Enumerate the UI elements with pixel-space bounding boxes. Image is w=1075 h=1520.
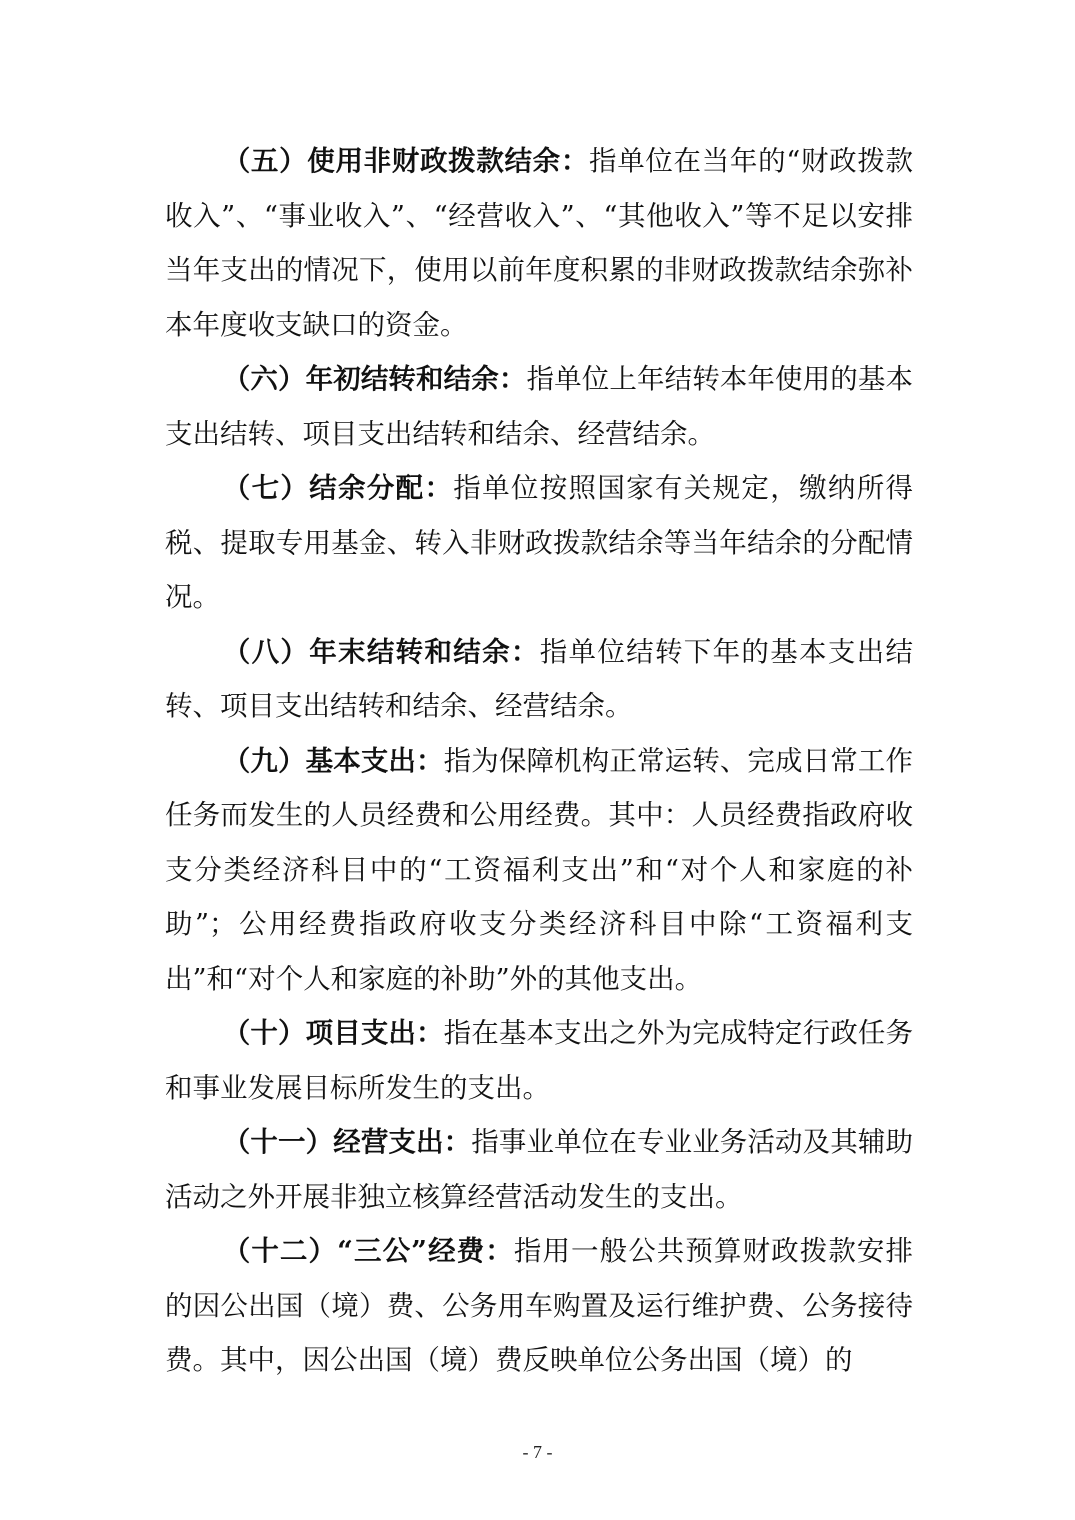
document-body [165, 134, 913, 1388]
paragraph-heading: （七）结余分配： [222, 472, 454, 504]
paragraph-11 [165, 1115, 913, 1224]
paragraph-text: 指单位上年结转本年使用的基本支出结转、项目支出结转和结余、经营结余。 [165, 363, 914, 450]
paragraph-5 [165, 134, 913, 352]
paragraph-8 [165, 625, 913, 734]
paragraph-text: 指单位按照国家有关规定，缴纳所得税、提取专用基金、转入非财政拨款结余等当年结余的分配情况。 [165, 472, 914, 613]
paragraph-heading: （十）项目支出： [222, 1017, 444, 1049]
paragraph-text: 指在基本支出之外为完成特定行政任务和事业发展目标所发生的支出。 [165, 1017, 914, 1104]
paragraph-heading: （九）基本支出： [222, 744, 444, 777]
paragraph-7 [165, 461, 913, 625]
paragraph-9 [165, 734, 913, 1007]
paragraph-10 [165, 1006, 913, 1115]
paragraph-text: 指单位结转下年的基本支出结转、项目支出结转和结余、经营结余。 [165, 635, 914, 722]
paragraph-heading: （八）年末结转和结余： [222, 635, 540, 668]
page-number: - 7 - [522, 1442, 553, 1462]
paragraph-heading: （五）使用非财政拨款结余： [222, 145, 590, 177]
paragraph-12 [165, 1224, 913, 1388]
paragraph-text: 指为保障机构正常运转、完成日常工作任务而发生的人员经费和公用经费。其中：人员经费指政府收支分类经济科目中的“工资福利支出”和“对个人和家庭的补助”；公用经费指政府收支分类经济科目中除“工资福利支出”和“对个人和家庭的补助”外的其他支出。 [165, 744, 914, 995]
paragraph-heading: （十二）“三公”经费： [222, 1235, 514, 1267]
paragraph-heading: （十一）经营支出： [222, 1126, 472, 1158]
paragraph-text: 指单位在当年的“财政拨款收入”、“事业收入”、“经营收入”、“其他收入”等不足以安排当年支出的情况下，使用以前年度积累的非财政拨款结余弥补本年度收支缺口的资金。 [165, 145, 914, 341]
paragraph-text: 指事业单位在专业业务活动及其辅助活动之外开展非独立核算经营活动发生的支出。 [165, 1126, 913, 1213]
paragraph-6 [165, 352, 913, 461]
paragraph-text: 指用一般公共预算财政拨款安排的因公出国（境）费、公务用车购置及运行维护费、公务接待费。其中，因公出国（境）费反映单位公务出国（境）的 [165, 1235, 914, 1376]
paragraph-heading: （六）年初结转和结余： [222, 363, 527, 395]
